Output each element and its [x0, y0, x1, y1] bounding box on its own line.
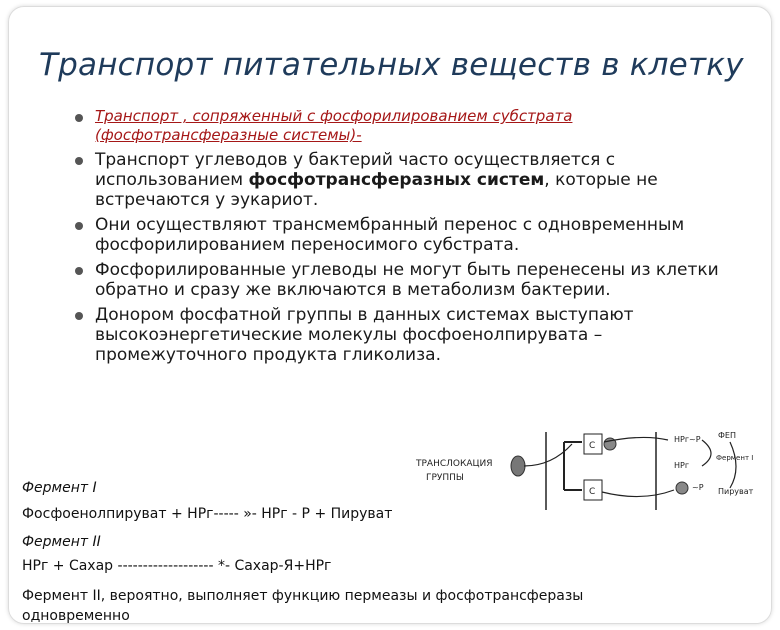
translocation-label-line2: ГРУППЫ [426, 473, 464, 483]
enzyme1-diagram-label: Фермент I [716, 454, 754, 462]
bullet-dot-icon [75, 222, 83, 230]
hpr-cycle-arrow [702, 440, 711, 466]
bullet-dot-icon [75, 114, 83, 122]
enzyme2-note: Фермент II, вероятно, выполняет функцию пермеазы и фосфотрансферазы одновременно [22, 588, 584, 624]
bullet-bold-term: фосфотрансферазных систем [248, 170, 545, 190]
enzyme1-label: Фермент I [22, 480, 97, 496]
bullet-item [73, 107, 733, 145]
translocation-label-line1: ТРАНСЛОКАЦИЯ [416, 459, 493, 469]
bullet-text-part: , которые не встречаются у эукариот. [95, 170, 658, 210]
carrier-box-top-label: С [589, 441, 596, 451]
phosphate-mark-label: ~Р [692, 483, 704, 492]
enzyme2-reaction: НРг + Сахар ------------------- *- Сахар-Я+НРг [22, 558, 332, 574]
bullet-text: Фосфорилированные углеводы не могут быть перенесены из клетки обратно и сразу же включаются в метаболизм бактерии. [95, 260, 719, 300]
bullet-text [95, 150, 733, 210]
carrier-box-bottom-label: С [589, 487, 596, 497]
bullet-list [73, 107, 733, 370]
bullet-item [73, 215, 733, 255]
bullet-dot-icon [75, 312, 83, 320]
carrier-arrow-bottom [602, 490, 674, 497]
slide-title: Транспорт питательных веществ в клетку [39, 47, 744, 83]
sugar-molecule-outside [511, 456, 525, 476]
hpr-phosphate-label: НРг~Р [674, 435, 701, 444]
slide-frame [8, 6, 772, 624]
group-translocation-diagram [412, 430, 772, 516]
bullet-item [73, 260, 733, 300]
pyruvate-label: Пируват [718, 487, 754, 496]
bullet-dot-icon [75, 267, 83, 275]
fep-label: ФЕП [718, 431, 736, 440]
fep-to-pyruvate-arrow [730, 442, 736, 488]
bullet-heading-link[interactable]: Транспорт , сопряженный с фосфорилированием субстрата (фосфотрансферазные системы)- [95, 107, 573, 144]
bullet-text: Они осуществляют трансмембранный перенос с одновременным фосфорилированием переносимого субстрата. [95, 215, 685, 255]
bullet-text: Донором фосфатной группы в данных системах выступают высокоэнергетические молекулы фосфоенолпирувата – промежуточного продукта гликолиза. [95, 305, 634, 365]
bullet-item [73, 305, 733, 365]
hpr-label: НРг [674, 461, 690, 470]
enzyme1-reaction: Фосфоенолпируват + НРг----- »- НРг - Р + Пируват [22, 506, 393, 522]
sugar-phosphate-product [676, 482, 688, 494]
bullet-text-part: Транспорт углеводов у бактерий часто осуществляется с использованием [95, 150, 616, 190]
bullet-item [73, 150, 733, 210]
bullet-dot-icon [75, 157, 83, 165]
enzyme2-label: Фермент II [22, 534, 101, 550]
